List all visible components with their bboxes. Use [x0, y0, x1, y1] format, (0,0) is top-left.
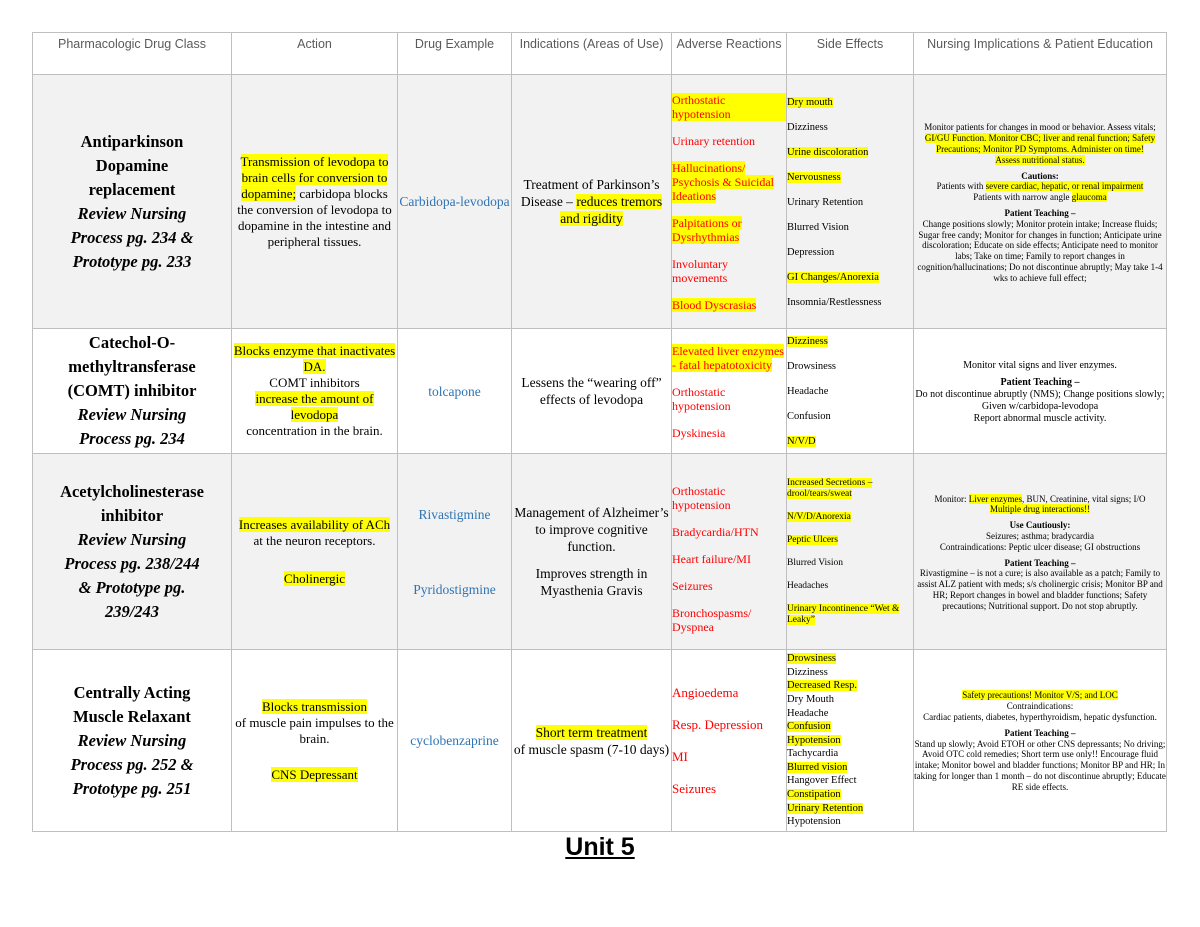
- page-footer-title: Unit 5: [565, 833, 635, 861]
- adverse-cell: Orthostatic hypotension Urinary retention Hallucinations/ Psychosis & Suicidal Ideations Palpitations or Dysrhythmias Involuntary movements Blood Dyscrasias: [672, 75, 787, 329]
- header-drug-class: Pharmacologic Drug Class: [33, 33, 232, 75]
- header-indications: Indications (Areas of Use): [512, 33, 672, 75]
- drug-example-cell: tolcapone: [398, 329, 512, 454]
- adverse-cell: Elevated liver enzymes - fatal hepatotoxicity Orthostatic hypotension Dyskinesia: [672, 329, 787, 454]
- indications-cell: Lessens the “wearing off” effects of levodopa: [512, 329, 672, 454]
- header-action: Action: [232, 33, 398, 75]
- side-effects-cell: Increased Secretions – drool/tears/sweat N/V/D/Anorexia Peptic Ulcers Blurred Vision Headaches Urinary Incontinence “Wet & Leaky”: [787, 454, 914, 650]
- side-effects-cell: Dry mouth Dizziness Urine discoloration Nervousness Urinary Retention Blurred Vision Depression GI Changes/Anorexia Insomnia/Restlessness: [787, 75, 914, 329]
- nursing-cell: Monitor vital signs and liver enzymes. Patient Teaching – Do not discontinue abruptly (NMS); Change positions slowly; Given w/carbidopa-levodopa Report abnormal muscle activity.: [914, 329, 1167, 454]
- header-side-effects: Side Effects: [787, 33, 914, 75]
- drug-table: [32, 32, 1167, 832]
- adverse-cell: Orthostatic hypotension Bradycardia/HTN Heart failure/MI Seizures Bronchospasms/ Dyspnea: [672, 454, 787, 650]
- action-cell: Increases availability of ACh at the neuron receptors. Cholinergic: [232, 454, 398, 650]
- header-row: [33, 33, 1167, 75]
- adverse-cell: Angioedema Resp. Depression MI Seizures: [672, 650, 787, 832]
- drug-example-cell: Rivastigmine Pyridostigmine: [398, 454, 512, 650]
- drug-example-cell: Carbidopa-levodopa: [398, 75, 512, 329]
- header-adverse-reactions: Adverse Reactions: [672, 33, 787, 75]
- drug-class-cell: Centrally Acting Muscle Relaxant Review Nursing Process pg. 252 & Prototype pg. 251: [33, 650, 232, 832]
- drug-class-cell: Acetylcholinesterase inhibitor Review Nursing Process pg. 238/244 & Prototype pg. 239/243: [33, 454, 232, 650]
- header-drug-example: Drug Example: [398, 33, 512, 75]
- side-effects-cell: Drowsiness Dizziness Decreased Resp. Dry Mouth Headache Confusion Hypotension Tachycardia Blurred vision Hangover Effect Constipation Urinary Retention Hypotension: [787, 650, 914, 832]
- indications-cell: Management of Alzheimer’s to improve cognitive function. Improves strength in Myasthenia Gravis: [512, 454, 672, 650]
- indications-cell: Treatment of Parkinson’s Disease – reduces tremors and rigidity: [512, 75, 672, 329]
- header-nursing: Nursing Implications & Patient Education: [914, 33, 1167, 75]
- indications-cell: Short term treatment of muscle spasm (7-10 days): [512, 650, 672, 832]
- side-effects-cell: Dizziness Drowsiness Headache Confusion N/V/D: [787, 329, 914, 454]
- action-cell: Blocks transmission of muscle pain impulses to the brain. CNS Depressant: [232, 650, 398, 832]
- nursing-cell: Monitor: Liver enzymes, BUN, Creatinine, vital signs; I/O Multiple drug interactions!! Use Cautiously: Seizures; asthma; bradycardia Contraindications: Peptic ulcer disease; GI obstructions Patient Teaching – Rivastigmine – is not a cure; is also available as a patch; Family to assist ALZ patient with meds; s/s cholinergic crisis; Monitor BP and HR; Report changes in bowel and bladder functions; Safety precautions; Nutritional support. Do not stop abruptly.: [914, 454, 1167, 650]
- table-row: [33, 329, 1167, 454]
- nursing-cell: Monitor patients for changes in mood or behavior. Assess vitals; GI/GU Function. Monitor CBC; liver and renal function; Safety Precautions; Monitor PD Symptoms. Administer on time! Assess nutritional status. Cautions: Patients with severe cardiac, hepatic, or renal impairment Patients with narrow angle glaucoma Patient Teaching – Change positions slowly; Monitor protein intake; Increase fluids; Sugar free candy; Monitor for changes in function; Anticipate urine discoloration; Educate on side effects; Anticipate need to monitor labs; Take on time; Family to report changes in cognition/hallucinations; Do not discontinue abruptly; May take 1-4 wks to achieve full effect;: [914, 75, 1167, 329]
- table-row: [33, 75, 1167, 329]
- drug-class-cell: Antiparkinson Dopamine replacement Review Nursing Process pg. 234 & Prototype pg. 233: [33, 75, 232, 329]
- table-row: [33, 650, 1167, 832]
- action-cell: Transmission of levodopa to brain cells for conversion to dopamine; carbidopa blocks the conversion of levodopa to dopamine in the intestine and peripheral tissues.: [232, 75, 398, 329]
- drug-class-cell: Catechol-O- methyltransferase (COMT) inhibitor Review Nursing Process pg. 234: [33, 329, 232, 454]
- nursing-cell: Safety precautions! Monitor V/S; and LOC Contraindications: Cardiac patients, diabetes, hyperthyroidism, hepatic dysfunction. Patient Teaching – Stand up slowly; Avoid ETOH or other CNS depressants; No driving; Avoid OTC cold remedies; Short term use only!! Encourage fluid intake; Monitor bowel and bladder functions; Monitor BP and HR; In taking for longer than 1 month – do not discontinue abruptly; Educate RE side effects.: [914, 650, 1167, 832]
- drug-example-cell: cyclobenzaprine: [398, 650, 512, 832]
- action-cell: Blocks enzyme that inactivates DA. COMT inhibitors increase the amount of levodopa concentration in the brain.: [232, 329, 398, 454]
- table-row: [33, 454, 1167, 650]
